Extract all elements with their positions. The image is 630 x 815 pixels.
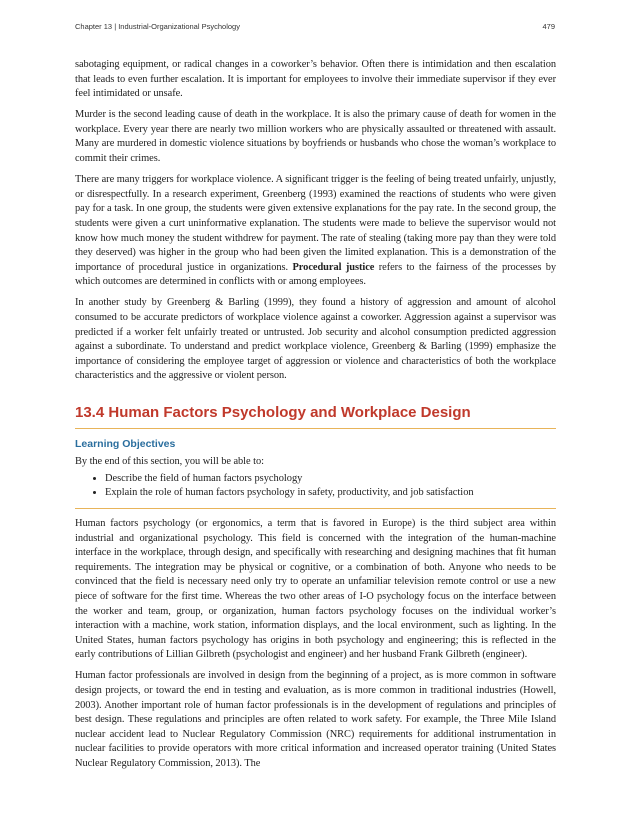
page-body — [75, 58, 556, 778]
list-item: • Explain the role of human factors psychology in safety, productivity, and job satisfaction — [105, 486, 556, 500]
learning-objectives-list — [75, 472, 556, 500]
section-divider — [75, 428, 556, 429]
page-number: 479 — [542, 22, 555, 31]
box-divider — [75, 508, 556, 509]
paragraph-text: refers to the fairness of the processes by which outcomes are determined in conflicts with or among employees. — [75, 261, 556, 288]
paragraph: Human factors psychology (or ergonomics, a term that is favored in Europe) is the third subject area within industrial and organizational psychology. This field is concerned with the integration of the human-machine interface in the workplace, through design, and specifically with researching and designing machines that fit human requirements. The integration may be physical or cognitive, or a combination of both. Anyone who needs to be convinced that the field is necessary need only try to operate an unfamiliar television remote control or use a new piece of software for the first time. Whereas the two other areas of I-O psychology focus on the interface between the worker and team, group, or organization, human factors psychology focuses on the individual worker’s interaction with a machine, work station, information displays, and the local environment, such as lighting. In the United States, human factors psychology has origins in both psychology and engineering; this is reflected in the early contributions of Lillian Gilbreth (psychologist and engineer) and her husband Frank Gilbreth (engineer). — [75, 517, 556, 661]
paragraph: sabotaging equipment, or radical changes in a coworker’s behavior. Often there is intimidation and then escalation that leads to even further escalation. It is important for employees to involve their immediate supervisor if they ever feel intimidated or unsafe. — [75, 59, 556, 100]
section-title: 13.4 Human Factors Psychology and Workplace Design — [75, 403, 471, 421]
paragraph-text: There are many triggers for workplace violence. A significant trigger is the feeling of being treated unfairly, unjustly, or disrespectfully. In a research experiment, Greenberg (1993) examined the reactions of students who were given pay for a task. In one group, the students were given extensive explanations for the pay rate. In the second group, the students were given a curt uninformative explanation. The students were made to believe the supervisor would not know how much money the student withdrew for payment. The rate of stealing (taking more pay than they were told they deserved) was higher in the group who had been given the limited explanation. This is a demonstration of the importance of procedural justice in organizations. — [75, 174, 556, 273]
learning-objectives-intro: By the end of this section, you will be able to: — [75, 455, 264, 467]
paragraph: Murder is the second leading cause of death in the workplace. It is also the primary cause of death for women in the workplace. Every year there are nearly two million workers who are physically assaulted or threatened with assault. Many are murdered in domestic violence situations by boyfriends or husbands who chose the woman’s workplace to commit their crimes. — [75, 109, 556, 165]
key-term: Procedural justice — [292, 261, 375, 273]
paragraph: Human factor professionals are involved in design from the beginning of a project, as is more common in software design projects, or toward the end in testing and evaluation, as is more common in traditional industries (Howell, 2003). Another important role of human factor professionals is in the development of regulations and principles of best design. These regulations and principles are often related to work safety. For example, the Three Mile Island nuclear accident lead to Nuclear Regulatory Commission (NRC) requirements for additional instrumentation in nuclear facilities to provide operators with more critical information and increased operator training (United States Nuclear Regulatory Commission, 2013). The — [75, 670, 556, 769]
list-item: • Describe the field of human factors psychology — [105, 472, 556, 486]
chapter-title: Chapter 13 | Industrial-Organizational Psychology — [75, 22, 240, 31]
paragraph — [75, 173, 556, 290]
paragraph: In another study by Greenberg & Barling (1999), they found a history of aggression and amount of alcohol consumed to be accurate predictors of workplace violence against a coworker. Aggression against a supervisor was predicted if a worker felt unfairly treated or untrusted. Job security and alcohol consumption predicted aggression against a subordinate. To understand and predict workplace violence, Greenberg & Barling (1999) emphasize the importance of considering the employee target of aggression or violence and characteristics of both the workplace characteristics and the aggressive or violent person. — [75, 297, 556, 382]
learning-objectives-box — [75, 437, 556, 500]
learning-objectives-heading: Learning Objectives — [75, 437, 176, 450]
